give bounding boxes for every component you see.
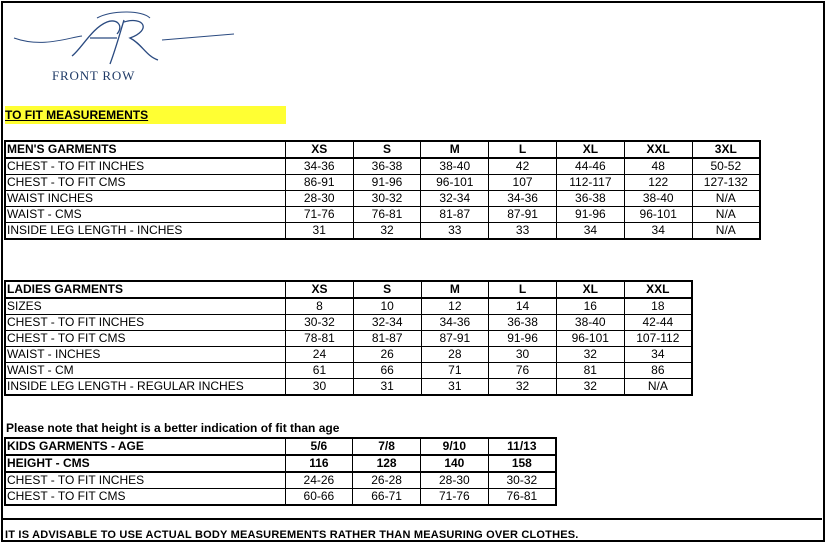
measurement-label: CHEST - TO FIT CMS (5, 175, 285, 191)
measurement-value: 87-91 (489, 207, 557, 223)
measurement-label: CHEST - TO FIT INCHES (5, 315, 286, 331)
mens-header-label: MEN'S GARMENTS (5, 141, 285, 158)
measurement-value: 36-38 (353, 158, 421, 175)
measurement-value: 32-34 (353, 315, 421, 331)
section-title: TO FIT MEASUREMENTS (5, 106, 286, 124)
measurement-value: 128 (353, 455, 421, 472)
mens-table-row (5, 223, 760, 240)
kids-size-header: 5/6 (285, 438, 353, 455)
measurement-value: 30-32 (353, 191, 421, 207)
kids-size-table (4, 437, 557, 506)
measurement-value: 71-76 (420, 489, 488, 506)
measurement-value: 71 (421, 363, 489, 379)
measurement-value: 24 (286, 347, 354, 363)
measurement-value: 32 (556, 347, 624, 363)
measurement-value: 91-96 (556, 207, 624, 223)
measurement-value: 107 (489, 175, 557, 191)
kids-size-header: 7/8 (353, 438, 421, 455)
kids-size-header: 11/13 (488, 438, 556, 455)
footer-advice: IT IS ADVISABLE TO USE ACTUAL BODY MEASUREMENTS RATHER THAN MEASURING OVER CLOTHES. (5, 529, 579, 541)
measurement-value: 107-112 (624, 331, 692, 347)
mens-table-row (5, 175, 760, 191)
mens-size-header: M (421, 141, 489, 158)
mens-size-header: L (489, 141, 557, 158)
measurement-value: 32 (556, 379, 624, 396)
measurement-value: 96-101 (421, 175, 489, 191)
mens-size-table (4, 140, 761, 240)
measurement-label: HEIGHT - CMS (5, 455, 285, 472)
ladies-header-row (5, 281, 692, 298)
measurement-value: 28 (421, 347, 489, 363)
measurement-value: 30 (489, 347, 557, 363)
measurement-value: 8 (286, 298, 354, 315)
measurement-value: 81 (556, 363, 624, 379)
ladies-table-row (5, 298, 692, 315)
measurement-value: 16 (556, 298, 624, 315)
measurement-value: 36-38 (556, 191, 624, 207)
mens-size-header: XXL (624, 141, 692, 158)
mens-header-row (5, 141, 760, 158)
measurement-value: 158 (488, 455, 556, 472)
measurement-value: 76-81 (353, 207, 421, 223)
mens-size-header: S (353, 141, 421, 158)
measurement-label: CHEST - TO FIT CMS (5, 489, 285, 506)
measurement-value: 18 (624, 298, 692, 315)
ladies-header-label: LADIES GARMENTS (5, 281, 286, 298)
measurement-value: 12 (421, 298, 489, 315)
ladies-table-row (5, 379, 692, 396)
measurement-value: 44-46 (556, 158, 624, 175)
measurement-label: INSIDE LEG LENGTH - REGULAR INCHES (5, 379, 286, 396)
measurement-value: N/A (692, 223, 760, 240)
mens-table-row (5, 191, 760, 207)
measurement-value: 26-28 (353, 472, 421, 489)
measurement-value: N/A (692, 207, 760, 223)
measurement-value: 91-96 (353, 175, 421, 191)
kids-note: Please note that height is a better indication of fit than age (6, 421, 340, 435)
kids-table-row (5, 455, 556, 472)
measurement-value: 86-91 (285, 175, 353, 191)
measurement-label: INSIDE LEG LENGTH - INCHES (5, 223, 285, 240)
measurement-value: 30 (286, 379, 354, 396)
measurement-value: 96-101 (624, 207, 692, 223)
measurement-value: 78-81 (286, 331, 354, 347)
measurement-value: 81-87 (421, 207, 489, 223)
measurement-value: 61 (286, 363, 354, 379)
measurement-value: 86 (624, 363, 692, 379)
measurement-value: 34-36 (489, 191, 557, 207)
measurement-value: 76-81 (488, 489, 556, 506)
measurement-value: 38-40 (421, 158, 489, 175)
measurement-value: 14 (489, 298, 557, 315)
kids-header-label: KIDS GARMENTS - AGE (5, 438, 285, 455)
measurement-value: 66 (353, 363, 421, 379)
measurement-value: 28-30 (285, 191, 353, 207)
ladies-table-row (5, 331, 692, 347)
measurement-value: 34 (624, 347, 692, 363)
measurement-value: 127-132 (692, 175, 760, 191)
measurement-value: 31 (285, 223, 353, 240)
ladies-table-row (5, 363, 692, 379)
kids-table-row (5, 489, 556, 506)
measurement-value: 30-32 (488, 472, 556, 489)
measurement-value: 87-91 (421, 331, 489, 347)
measurement-value: 116 (285, 455, 353, 472)
ladies-size-header: XXL (624, 281, 692, 298)
mens-table-row (5, 158, 760, 175)
measurement-value: 81-87 (353, 331, 421, 347)
measurement-value: 60-66 (285, 489, 353, 506)
measurement-value: 50-52 (692, 158, 760, 175)
brand-name: FRONT ROW (52, 68, 136, 83)
ladies-size-table (4, 280, 693, 396)
measurement-value: 112-117 (556, 175, 624, 191)
measurement-value: 34-36 (285, 158, 353, 175)
measurement-label: CHEST - TO FIT INCHES (5, 472, 285, 489)
measurement-value: 26 (353, 347, 421, 363)
ladies-size-header: XL (556, 281, 624, 298)
measurement-label: WAIST INCHES (5, 191, 285, 207)
ladies-size-header: XS (286, 281, 354, 298)
kids-table-row (5, 472, 556, 489)
measurement-value: 33 (489, 223, 557, 240)
measurement-value: 28-30 (420, 472, 488, 489)
measurement-label: CHEST - TO FIT INCHES (5, 158, 285, 175)
measurement-value: 32 (353, 223, 421, 240)
measurement-value: 48 (624, 158, 692, 175)
measurement-value: 34 (556, 223, 624, 240)
measurement-value: 91-96 (489, 331, 557, 347)
measurement-value: 38-40 (556, 315, 624, 331)
measurement-value: 96-101 (556, 331, 624, 347)
measurement-label: WAIST - CMS (5, 207, 285, 223)
measurement-value: 38-40 (624, 191, 692, 207)
mens-size-header: XS (285, 141, 353, 158)
ladies-size-header: L (489, 281, 557, 298)
measurement-value: 76 (489, 363, 557, 379)
footer-divider (3, 518, 822, 520)
measurement-value: 42 (489, 158, 557, 175)
measurement-value: N/A (624, 379, 692, 396)
measurement-label: WAIST - INCHES (5, 347, 286, 363)
measurement-value: 36-38 (489, 315, 557, 331)
measurement-value: 31 (353, 379, 421, 396)
measurement-value: 33 (421, 223, 489, 240)
ladies-size-header: S (353, 281, 421, 298)
measurement-value: 34 (624, 223, 692, 240)
kids-size-header: 9/10 (420, 438, 488, 455)
measurement-value: 31 (421, 379, 489, 396)
measurement-value: 10 (353, 298, 421, 315)
ladies-size-header: M (421, 281, 489, 298)
measurement-value: 34-36 (421, 315, 489, 331)
measurement-value: 140 (420, 455, 488, 472)
measurement-value: 32 (489, 379, 557, 396)
measurement-value: 24-26 (285, 472, 353, 489)
measurement-value: 30-32 (286, 315, 354, 331)
measurement-label: CHEST - TO FIT CMS (5, 331, 286, 347)
mens-table-row (5, 207, 760, 223)
measurement-value: 32-34 (421, 191, 489, 207)
measurement-value: 66-71 (353, 489, 421, 506)
measurement-value: 122 (624, 175, 692, 191)
ladies-table-row (5, 315, 692, 331)
measurement-label: SIZES (5, 298, 286, 315)
measurement-label: WAIST - CM (5, 363, 286, 379)
mens-size-header: XL (556, 141, 624, 158)
measurement-value: N/A (692, 191, 760, 207)
measurement-value: 71-76 (285, 207, 353, 223)
kids-header-row (5, 438, 556, 455)
ladies-table-row (5, 347, 692, 363)
mens-size-header: 3XL (692, 141, 760, 158)
measurement-value: 42-44 (624, 315, 692, 331)
